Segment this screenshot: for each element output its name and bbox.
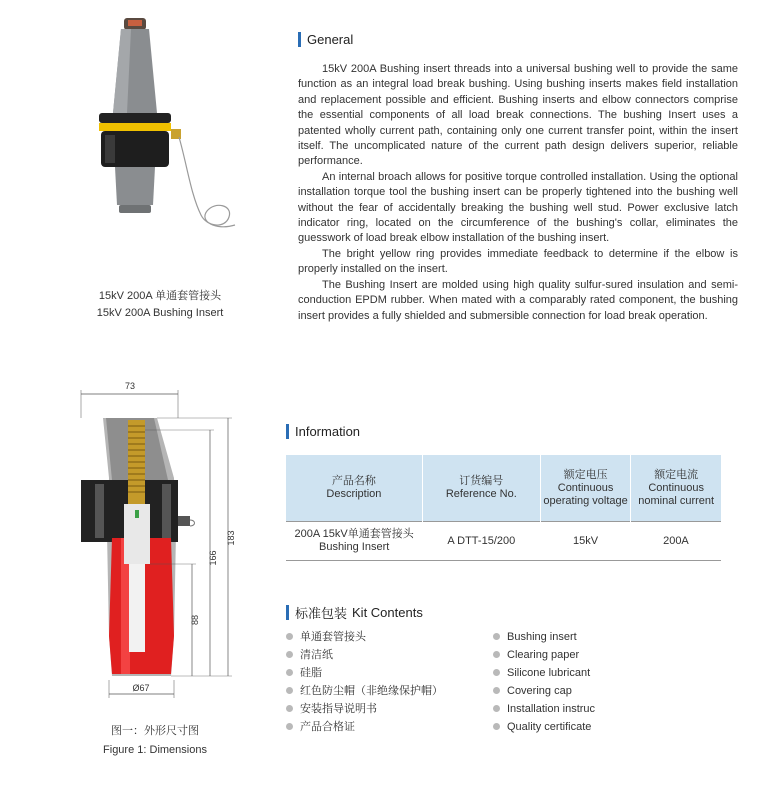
- list-item: [286, 628, 443, 646]
- header-en: Reference No.: [445, 488, 517, 500]
- kit-item-label: 清洁纸: [300, 649, 333, 661]
- bullet-icon: [286, 633, 293, 640]
- heading-accent-bar: [298, 32, 301, 47]
- bullet-icon: [493, 705, 500, 712]
- bullet-icon: [493, 723, 500, 730]
- bullet-icon: [493, 651, 500, 658]
- list-item: [493, 664, 595, 682]
- product-caption-en: 15kV 200A Bushing Insert: [96, 307, 224, 319]
- table-header-cell: [286, 455, 422, 522]
- information-title: Information: [295, 424, 361, 439]
- table-row: [286, 522, 721, 561]
- header-cn: 额定电流: [654, 468, 699, 481]
- kit-title-cn: 标准包装: [295, 606, 348, 621]
- kit-item-label: 产品合格证: [300, 721, 355, 733]
- general-paragraph: 15kV 200A Bushing insert threads into a universal bushing well to provide the same function as an integral load break bushing. Using bushing inserts makes field installation and replacement possible and efficient. Bushing inserts and elbow connectors comprise the essential components of all load break connections. The bushing Insert uses a patented wholly current path, containing only one current transfer point, within the insert itself. The uncomplicated nature of the current path design delivers superior, reliable performance.: [298, 63, 738, 168]
- list-item: [493, 718, 595, 736]
- dim-top-width: 73: [124, 381, 136, 391]
- kit-item-label: 单通套管接头: [300, 631, 366, 643]
- table-header-cell: [422, 455, 540, 522]
- bullet-icon: [493, 687, 500, 694]
- bullet-icon: [493, 669, 500, 676]
- information-table: [286, 455, 721, 561]
- kit-item-label: 红色防尘帽（非绝缘保护帽）: [300, 685, 443, 697]
- list-item: [286, 718, 443, 736]
- kit-title-en: Kit Contents: [352, 605, 423, 620]
- list-item: [493, 646, 595, 664]
- kit-item-label: 安装指导说明书: [300, 703, 377, 715]
- header-en: Continuous operating voltage: [543, 481, 628, 507]
- dim-height-166: 166: [208, 550, 218, 566]
- bullet-icon: [286, 669, 293, 676]
- figure-caption-en: Figure 1: Dimensions: [103, 744, 207, 756]
- dimension-drawing: [70, 378, 250, 708]
- bullet-icon: [286, 651, 293, 658]
- table-cell-description: [286, 522, 422, 561]
- dim-height-88: 88: [190, 614, 200, 626]
- kit-heading: [286, 603, 423, 622]
- general-title: General: [307, 32, 354, 47]
- kit-item-label: Covering cap: [507, 685, 572, 697]
- header-cn: 产品名称: [331, 475, 376, 487]
- general-heading: [298, 32, 353, 47]
- header-cn: 订货编号: [459, 475, 504, 487]
- bullet-icon: [286, 723, 293, 730]
- product-photo: [75, 15, 245, 245]
- list-item: [493, 628, 595, 646]
- bullet-icon: [493, 633, 500, 640]
- kit-list-cn: [286, 628, 443, 736]
- heading-accent-bar: [286, 605, 289, 620]
- general-paragraph: An internal broach allows for positive torque controlled installation. Using the optional installation torque tool the bushing insert can be properly tightened into the bushing well without the fear of accidentally breaking the bushing well stud. Power exclusive latch indicator ring, located on the circumference of the bushing's collar, eliminates the guesswork of load break elbow installation of the bushing insert.: [298, 170, 738, 245]
- dim-height-183: 183: [226, 530, 236, 546]
- heading-accent-bar: [286, 424, 289, 439]
- list-item: [493, 682, 595, 700]
- header-en: Description: [326, 488, 382, 500]
- product-caption: [80, 288, 240, 322]
- figure-caption: [75, 722, 235, 760]
- list-item: [286, 646, 443, 664]
- kit-item-label: 硅脂: [300, 667, 322, 679]
- bullet-icon: [286, 687, 293, 694]
- dim-bottom-dia: Ø67: [132, 683, 150, 693]
- desc-en: Bushing Insert: [318, 541, 390, 553]
- header-en: Continuous nominal current: [638, 481, 715, 507]
- bullet-icon: [286, 705, 293, 712]
- table-cell-current: 200A: [631, 522, 721, 561]
- table-cell-reference: A DTT-15/200: [422, 522, 540, 561]
- kit-item-label: Quality certificate: [507, 721, 592, 733]
- product-caption-cn: 15kV 200A 单通套管接头: [98, 290, 222, 302]
- list-item: [493, 700, 595, 718]
- general-paragraph: The Bushing Insert are molded using high quality sulfur-sured insulation and semi-conduction EPDM rubber. When mated with a comparably rated component, the bushing insert provides a fully shielded and submersible connection for load break operation.: [298, 278, 738, 322]
- figure-caption-cn: 图一：外形尺寸图: [111, 725, 199, 737]
- list-item: [286, 682, 443, 700]
- kit-item-label: Bushing insert: [507, 631, 577, 643]
- header-cn: 额定电压: [563, 468, 608, 481]
- information-heading: [286, 424, 360, 439]
- general-text: [298, 62, 738, 324]
- list-item: [286, 700, 443, 718]
- kit-item-label: Installation instruc: [507, 703, 596, 715]
- kit-list-en: [493, 628, 595, 736]
- kit-item-label: Clearing paper: [507, 649, 580, 661]
- table-header-cell: [540, 455, 631, 522]
- general-paragraph: The bright yellow ring provides immediate feedback to determine if the elbow is properly installed on the insert.: [298, 247, 738, 276]
- table-header-row: [286, 455, 721, 522]
- desc-cn: 200A 15kV单通套管接头: [294, 528, 414, 540]
- table-header-cell: [631, 455, 721, 522]
- list-item: [286, 664, 443, 682]
- kit-item-label: Silicone lubricant: [507, 667, 591, 679]
- table-cell-voltage: 15kV: [540, 522, 631, 561]
